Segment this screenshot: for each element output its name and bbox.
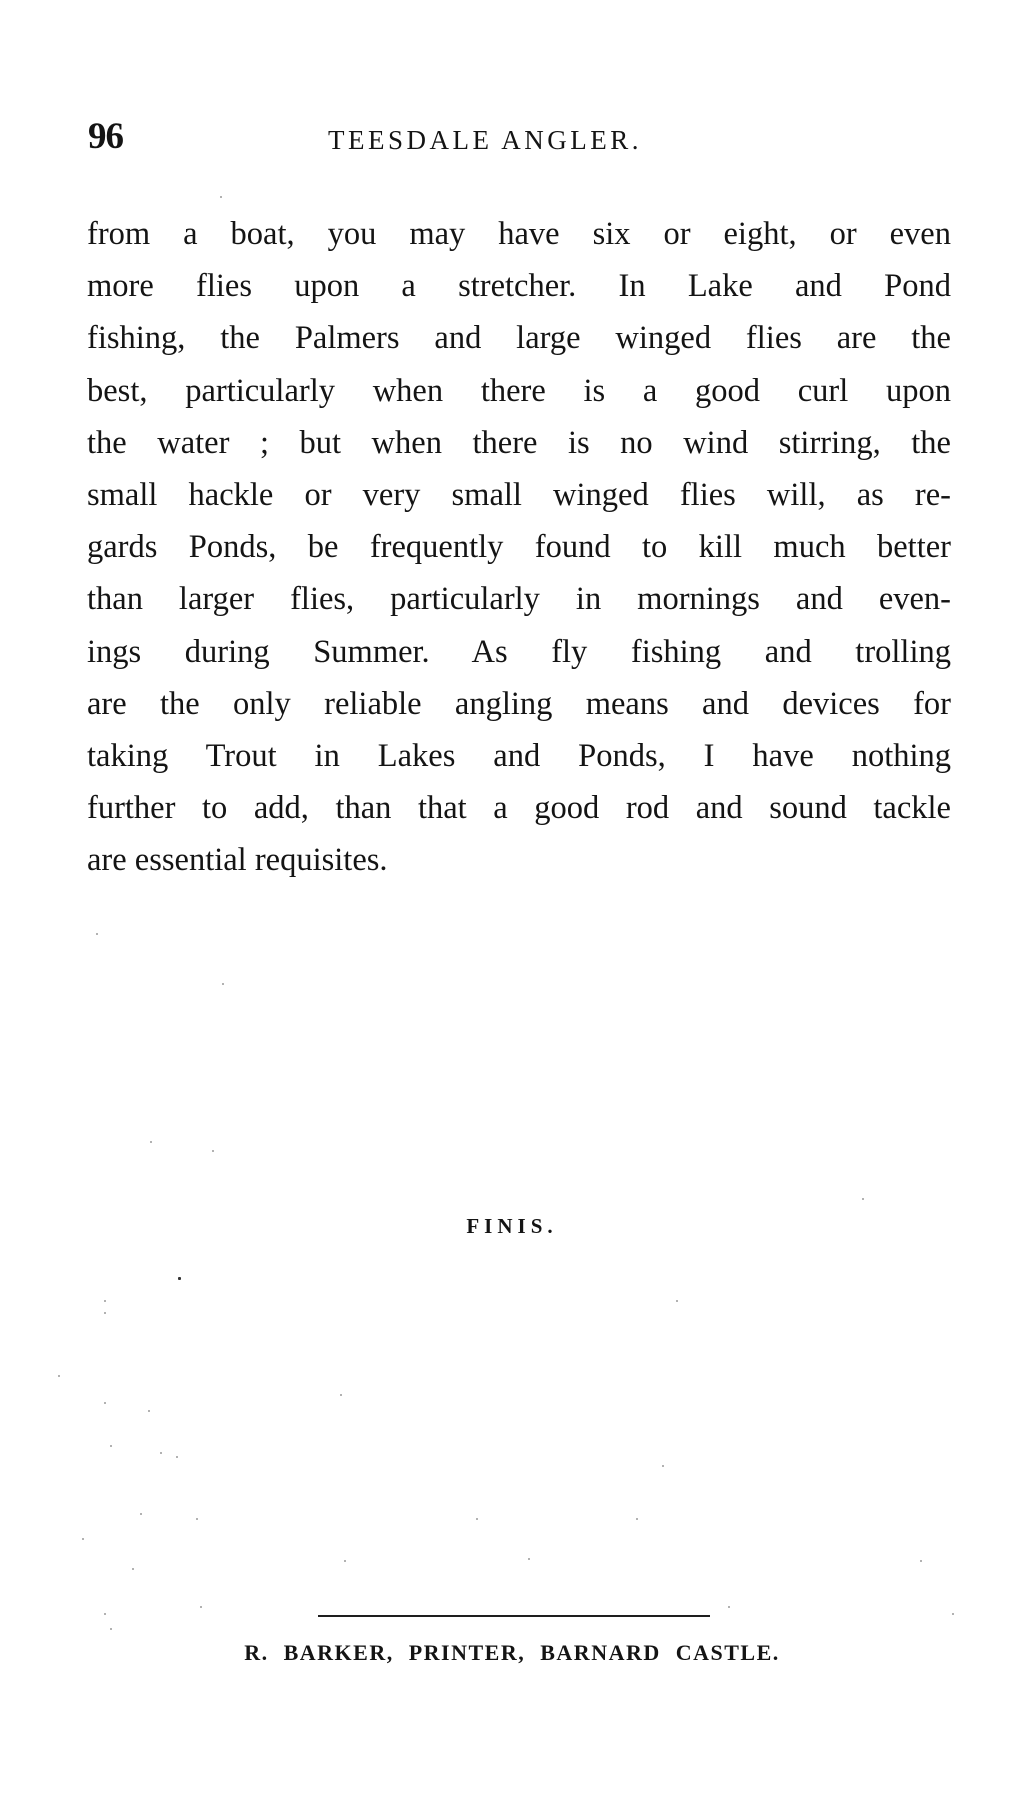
scan-speck xyxy=(222,983,224,985)
scan-speck xyxy=(340,1394,342,1396)
scan-speck xyxy=(676,1300,678,1302)
scan-speck xyxy=(132,1568,134,1570)
scan-speck xyxy=(96,933,98,935)
scan-speck xyxy=(662,1465,664,1467)
text-line: are the only reliable angling means and devices for xyxy=(87,685,951,722)
scan-speck xyxy=(104,1300,106,1302)
text-line: ings during Summer. As fly fishing and trolling xyxy=(87,633,951,670)
scan-speck xyxy=(178,1277,181,1280)
scan-speck xyxy=(636,1518,638,1520)
scan-speck xyxy=(148,1410,150,1412)
scan-speck xyxy=(176,1456,178,1458)
text-line: small hackle or very small winged flies will, as re- xyxy=(87,476,951,513)
scan-speck xyxy=(728,1606,730,1608)
text-line: are essential requisites. xyxy=(87,842,388,879)
text-line: taking Trout in Lakes and Ponds, I have nothing xyxy=(87,737,951,774)
text-line: fishing, the Palmers and large winged flies are the xyxy=(87,320,951,357)
text-line: than larger flies, particularly in mornings and even- xyxy=(87,581,951,618)
scan-speck xyxy=(344,1560,346,1562)
scan-speck xyxy=(110,1628,112,1630)
scan-speck xyxy=(160,1452,162,1454)
text-line: the water ; but when there is no wind stirring, the xyxy=(87,424,951,461)
printer-imprint: R. BARKER, PRINTER, BARNARD CASTLE. xyxy=(244,1640,780,1665)
text-line: further to add, than that a good rod and sound tackle xyxy=(87,790,951,827)
scan-speck xyxy=(104,1312,106,1314)
divider-rule xyxy=(318,1615,710,1617)
text-line: from a boat, you may have six or eight, or even xyxy=(87,216,951,252)
text-line: gards Ponds, be frequently found to kill much better xyxy=(87,529,951,566)
page-header xyxy=(88,112,948,162)
scan-speck xyxy=(140,1513,142,1515)
scan-speck xyxy=(920,1560,922,1562)
scan-speck xyxy=(862,1198,864,1200)
scan-speck xyxy=(150,1141,152,1143)
scan-speck xyxy=(58,1375,60,1377)
page-number: 96 xyxy=(88,116,123,157)
body-paragraph xyxy=(87,208,951,886)
scan-speck xyxy=(200,1606,202,1608)
scan-speck xyxy=(110,1445,112,1447)
finis-mark: FINIS. xyxy=(466,1214,558,1238)
scan-speck xyxy=(82,1538,84,1540)
text-line: best, particularly when there is a good curl upon xyxy=(87,372,951,409)
scan-speck xyxy=(104,1402,106,1404)
scan-speck xyxy=(476,1518,478,1520)
scan-speck xyxy=(220,196,222,198)
scan-speck xyxy=(196,1518,198,1520)
scan-speck xyxy=(528,1558,530,1560)
scan-speck xyxy=(104,1613,106,1615)
scan-speck xyxy=(952,1613,954,1615)
text-line: more flies upon a stretcher. In Lake and Pond xyxy=(87,268,951,305)
scan-speck xyxy=(212,1150,214,1152)
running-title: TEESDALE ANGLER. xyxy=(328,125,642,155)
